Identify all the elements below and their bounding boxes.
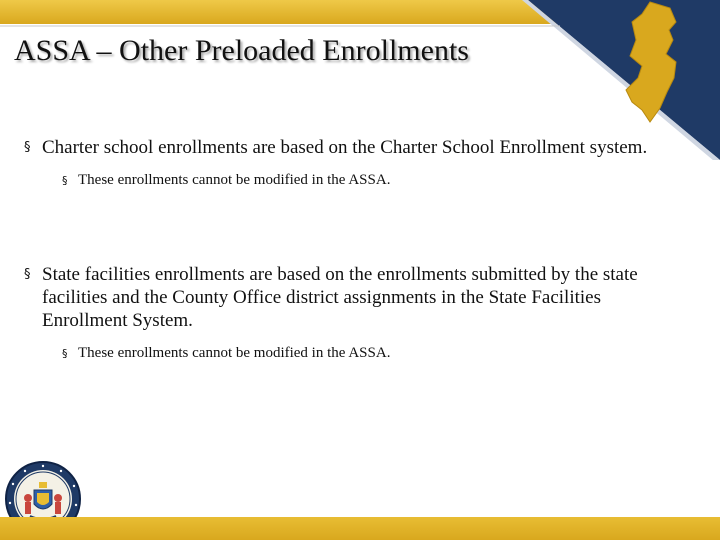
bullet-charter-school bbox=[24, 136, 674, 159]
bullet-state-facilities bbox=[24, 263, 674, 332]
sub-bullet-state-facilities bbox=[62, 344, 674, 363]
bullet-marker-icon: § bbox=[24, 267, 31, 282]
sub-bullet-charter-school bbox=[62, 171, 674, 190]
bullet-marker-icon: § bbox=[62, 174, 68, 187]
bullet-text: State facilities enrollments are based on the enrollments submitted by the state facilities and the County Office district assignments in the State Facilities Enrollment System. bbox=[42, 264, 638, 331]
bullet-text: Charter school enrollments are based on the Charter School Enrollment system. bbox=[42, 137, 648, 158]
sub-bullet-text: These enrollments cannot be modified in the ASSA. bbox=[78, 345, 391, 361]
bullet-marker-icon: § bbox=[62, 347, 68, 360]
footer-bar bbox=[0, 517, 720, 540]
sub-bullet-text: These enrollments cannot be modified in the ASSA. bbox=[78, 172, 391, 188]
bullet-marker-icon: § bbox=[24, 140, 31, 155]
new-jersey-map-icon bbox=[620, 0, 680, 124]
slide-title: ASSA – Other Preloaded Enrollments bbox=[14, 34, 469, 67]
slide-content bbox=[24, 136, 674, 363]
